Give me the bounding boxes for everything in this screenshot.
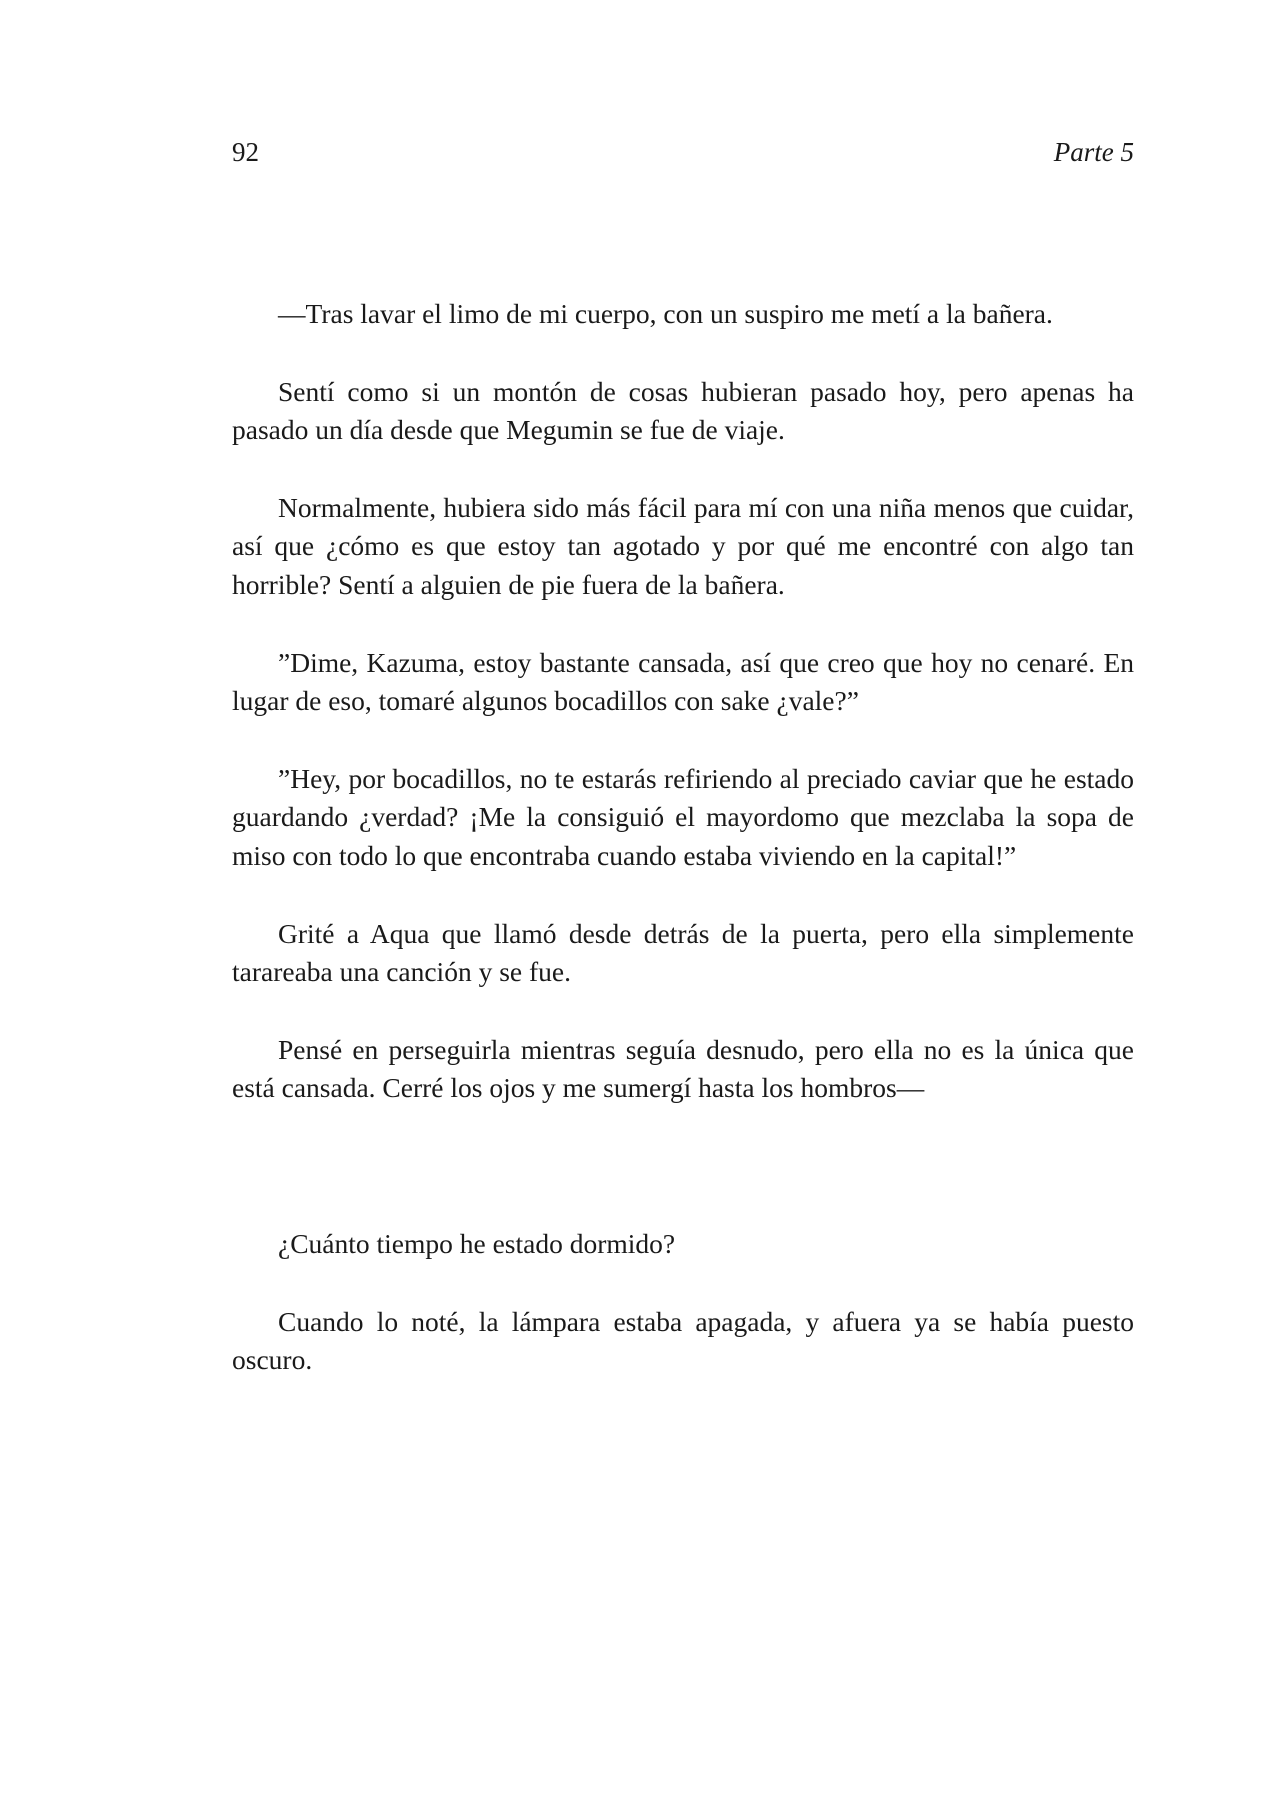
paragraph: ¿Cuánto tiempo he estado dormido? xyxy=(278,1227,676,1259)
paragraph: —Tras lavar el limo de mi cuerpo, con un suspiro me metí a la bañera. xyxy=(278,298,1053,329)
paragraph: Grité a Aqua que llamó desde detrás de la puerta, pero ella simplemente tarareaba una canción y se fue. xyxy=(232,917,1134,988)
paragraph: ”Dime, Kazuma, estoy bastante cansada, así que creo que hoy no cenaré. En lugar de eso, tomaré algunos bocadillos con sake ¿vale?” xyxy=(232,646,1134,717)
paragraph: Sentí como si un montón de cosas hubieran pasado hoy, pero apenas ha pasado un día desde que Megumin se fue de viaje. xyxy=(232,375,1134,446)
paragraph: Normalmente, hubiera sido más fácil para mí con una niña menos que cuidar, así que ¿cómo es que estoy tan agotado y por qué me encontré con algo tan horrible? Sentí a alguien de pie fuera de la bañera. xyxy=(232,491,1134,600)
body-text xyxy=(232,295,1134,1419)
paragraph: Pensé en perseguirla mientras seguía desnudo, pero ella no es la única que está cansada. Cerré los ojos y me sumergí hasta los hombros— xyxy=(232,1033,1134,1104)
scene-break xyxy=(232,1147,1134,1225)
paragraph: Cuando lo noté, la lámpara estaba apagada, y afuera ya se había puesto oscuro. xyxy=(232,1305,1134,1376)
running-head xyxy=(232,132,1134,172)
paragraph: ”Hey, por bocadillos, no te estarás refiriendo al preciado caviar que he estado guardando ¿verdad? ¡Me la consiguió el mayordomo que mezclaba la sopa de miso con todo lo que encontraba cuando estaba viviendo en la capital!” xyxy=(232,762,1134,871)
part-label: Parte 5 xyxy=(1053,137,1134,167)
page-number: 92 xyxy=(232,137,259,167)
